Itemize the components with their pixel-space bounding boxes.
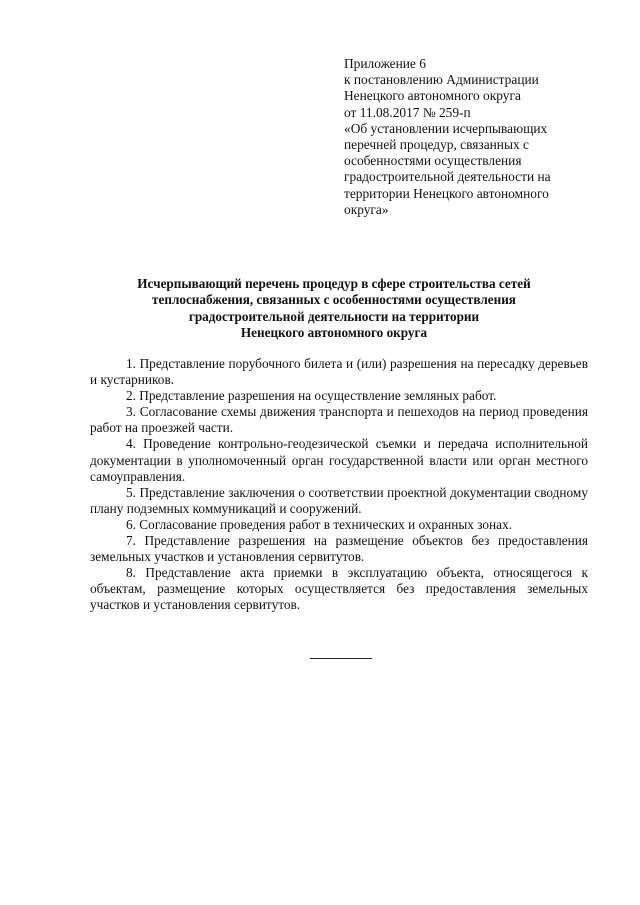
title-line: Исчерпывающий перечень процедур в сфере строительства сетей [137,276,531,291]
title-line: Ненецкого автономного округа [240,325,428,341]
appendix-header [344,56,594,218]
title-line: теплоснабжения, связанных с особенностями осуществления [152,292,516,308]
end-divider [310,658,372,659]
procedure-item: 4. Проведение контрольно-геодезической съемки и передача исполнительной документации в уполномоченный орган государственной власти или орган местного самоуправления. [90,436,588,484]
procedure-item: 2. Представление разрешения на осуществление земляных работ. [126,388,497,404]
procedure-item: 8. Представление акта приемки в эксплуатацию объекта, относящегося к объектам, размещение которых осуществляется без предоставления земельных участков и установления сервитутов. [90,565,588,613]
appendix-line: градостроительной деятельности на [344,169,551,185]
appendix-line: от 11.08.2017 № 259-п [344,104,471,120]
appendix-line: территории Ненецкого автономного [344,185,549,201]
document-title [60,276,608,342]
procedure-item: 7. Представление разрешения на размещение объектов без предоставления земельных участков и установления сервитутов. [90,533,588,565]
appendix-line: перечней процедур, связанных с [344,137,529,153]
appendix-line: Ненецкого автономного округа [344,88,521,104]
appendix-line: к постановлению Администрации [344,72,539,88]
procedure-item: 3. Согласование схемы движения транспорта и пешеходов на период проведения работ на проезжей части. [90,404,588,436]
procedure-item: 6. Согласование проведения работ в технических и охранных зонах. [126,516,513,532]
procedure-item: 1. Представление порубочного билета и (или) разрешения на пересадку деревьев и кустарников. [90,356,588,388]
procedure-list [90,356,588,614]
appendix-line: «Об установлении исчерпывающих [344,120,548,136]
appendix-line: Приложение 6 [344,56,426,71]
appendix-line: округа» [344,201,389,217]
title-line: градостроительной деятельности на территории [188,308,480,324]
procedure-item: 5. Представление заключения о соответствии проектной документации сводному плану подземных коммуникаций и сооружений. [90,484,588,516]
appendix-line: особенностями осуществления [344,153,522,169]
